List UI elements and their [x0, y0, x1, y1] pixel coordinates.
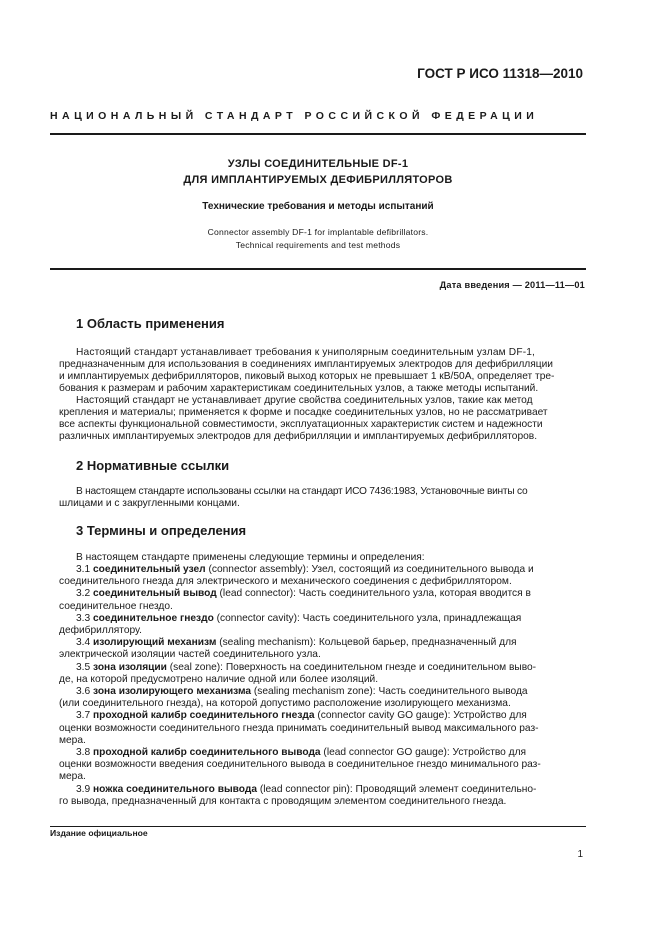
- subtitle: Технические требования и методы испытаний: [202, 201, 434, 212]
- term-name: ножка соединительного вывода: [93, 783, 258, 795]
- english-title-line-1: Connector assembly DF-1 for implantable defibrillators.: [207, 227, 429, 237]
- terms-intro: В настоящем стандарте применены следующие термины и определения:: [76, 552, 425, 563]
- term-definition-line: [76, 784, 586, 796]
- official-edition-note: Издание официальное: [50, 828, 148, 838]
- paragraph-line: бования к размерам и рабочим характеристикам соединительных узлов, а также методы испытаний.: [59, 383, 539, 394]
- paragraph-line: различных имплантируемых электродов для дефибрилляции и имплантируемых дефибрилляторов.: [59, 431, 538, 442]
- term-name: зона изоляции: [93, 661, 167, 673]
- term-definition: (connector cavity): Часть соединительного узла, принадлежащая: [213, 612, 522, 624]
- term-definition: (connector assembly): Узел, состоящий из соединительного вывода и: [205, 564, 534, 575]
- english-title-line-2: Technical requirements and test methods: [235, 240, 401, 250]
- paragraph-line: крепления и материалы; применяется к форме и посадке соединительных узлов, но не рассматривает: [59, 407, 548, 418]
- term-number: 3.1: [76, 564, 91, 575]
- term-definition-line: [76, 588, 586, 600]
- title-line-2: ДЛЯ ИМПЛАНТИРУЕМЫХ ДЕФИБРИЛЛЯТОРОВ: [183, 174, 453, 186]
- standard-code: ГОСТ Р ИСО 11318—2010: [417, 66, 583, 81]
- paragraph-line: все аспекты функциональной совместимости, эксплуатационных характеристик систем и надежности: [59, 419, 543, 430]
- term-number: 3.7: [76, 710, 91, 722]
- term-number: 3.5: [76, 661, 91, 673]
- term-number: 3.4: [76, 637, 91, 649]
- term-definition: (lead connector): Часть соединительного узла, которая вводится в: [216, 588, 531, 600]
- national-standard-banner: НАЦИОНАЛЬНЫЙ СТАНДАРТ РОССИЙСКОЙ ФЕДЕРАЦИИ: [50, 110, 539, 122]
- term-name: проходной калибр соединительного гнезда: [93, 710, 315, 722]
- term-name: соединительный вывод: [93, 588, 217, 600]
- term-definition: (connector cavity GO gauge): Устройство для: [314, 710, 527, 722]
- term-definition-line: [76, 613, 586, 625]
- term-name: зона изолирующего механизма: [93, 686, 252, 697]
- term-number: 3.6: [76, 686, 91, 697]
- term-definition-continuation: соединительное гнездо.: [59, 600, 173, 612]
- term-definition-line: [76, 637, 586, 649]
- term-definition: (lead connector GO gauge): Устройство для: [320, 747, 527, 758]
- paragraph-line: Настоящий стандарт устанавливает требования к униполярным соединительным узлам DF-1,: [76, 347, 536, 358]
- term-definition-continuation: (или соединительного гнезда), на которой допустимо расположение изолирующего механизма.: [59, 698, 511, 710]
- term-name: изолирующий механизм: [93, 637, 217, 649]
- term-definition-line: [76, 747, 586, 759]
- paragraph-line: и имплантируемых дефибрилляторов, пиковый выход которых не превышает 1 кВ/50А, определяет тре-: [59, 371, 555, 382]
- page-number: 1: [577, 849, 583, 860]
- section-1-heading: 1 Область применения: [76, 316, 225, 331]
- title-rule: [50, 268, 586, 270]
- term-definition-continuation: оценки возможности введения соединительного вывода в соединительное гнездо минимального раз-: [59, 759, 541, 771]
- term-number: 3.9: [76, 783, 91, 795]
- term-number: 3.8: [76, 747, 91, 758]
- term-number: 3.2: [76, 588, 91, 600]
- term-name: соединительное гнездо: [93, 612, 214, 624]
- introduction-date: Дата введения — 2011—11—01: [439, 280, 585, 290]
- term-name: соединительный узел: [93, 564, 206, 575]
- term-definition-continuation: оценки возможности соединительного гнезда принимать соединительный вывод максимального раз-: [59, 722, 539, 734]
- term-number: 3.3: [76, 612, 91, 624]
- term-definition-continuation: мера.: [59, 771, 86, 783]
- header-rule: [50, 133, 586, 135]
- term-definition-line: [76, 710, 586, 722]
- paragraph-line: Настоящий стандарт не устанавливает другие свойства соединительных узлов, такие как метод: [76, 395, 533, 406]
- paragraph-line: шлицами и с закругленными концами.: [59, 498, 240, 509]
- term-definition: (sealing mechanism): Кольцевой барьер, предназначенный для: [216, 637, 517, 649]
- section-3-heading: 3 Термины и определения: [76, 523, 247, 538]
- term-definition-continuation: де, на которой предусмотрено наличие одной или более изоляций.: [59, 673, 379, 685]
- term-name: проходной калибр соединительного вывода: [93, 747, 321, 758]
- term-definition-line: [76, 686, 586, 698]
- term-definition-line: [76, 662, 586, 674]
- term-definition: (sealing mechanism zone): Часть соединительного вывода: [251, 686, 528, 697]
- section-2-heading: 2 Нормативные ссылки: [76, 458, 230, 473]
- term-definition-continuation: дефибриллятору.: [59, 625, 142, 636]
- term-definition-continuation: мера.: [59, 734, 86, 746]
- paragraph-line: предназначенным для использования в соединениях имплантируемых электродов для дефибрилляции: [59, 359, 553, 370]
- term-definition-continuation: электрической изоляции частей соединительного узла.: [59, 649, 321, 661]
- term-definition-line: [76, 564, 586, 576]
- term-definition: (lead connector pin): Проводящий элемент соединительно-: [257, 783, 537, 795]
- footer-rule: [50, 826, 586, 827]
- term-definition-continuation: го вывода, предназначенный для контакта с проводящим элементом соединительного гнезда.: [59, 795, 507, 807]
- title-line-1: УЗЛЫ СОЕДИНИТЕЛЬНЫЕ DF-1: [227, 158, 409, 170]
- term-definition-continuation: соединительного гнезда для электрического и механического соединения с дефибриллятором.: [59, 576, 512, 588]
- term-definition: (seal zone): Поверхность на соединительном гнезде и соединительном выво-: [166, 661, 537, 673]
- paragraph-line: В настоящем стандарте использованы ссылки на стандарт ИСО 7436:1983, Установочные винты со: [76, 486, 528, 497]
